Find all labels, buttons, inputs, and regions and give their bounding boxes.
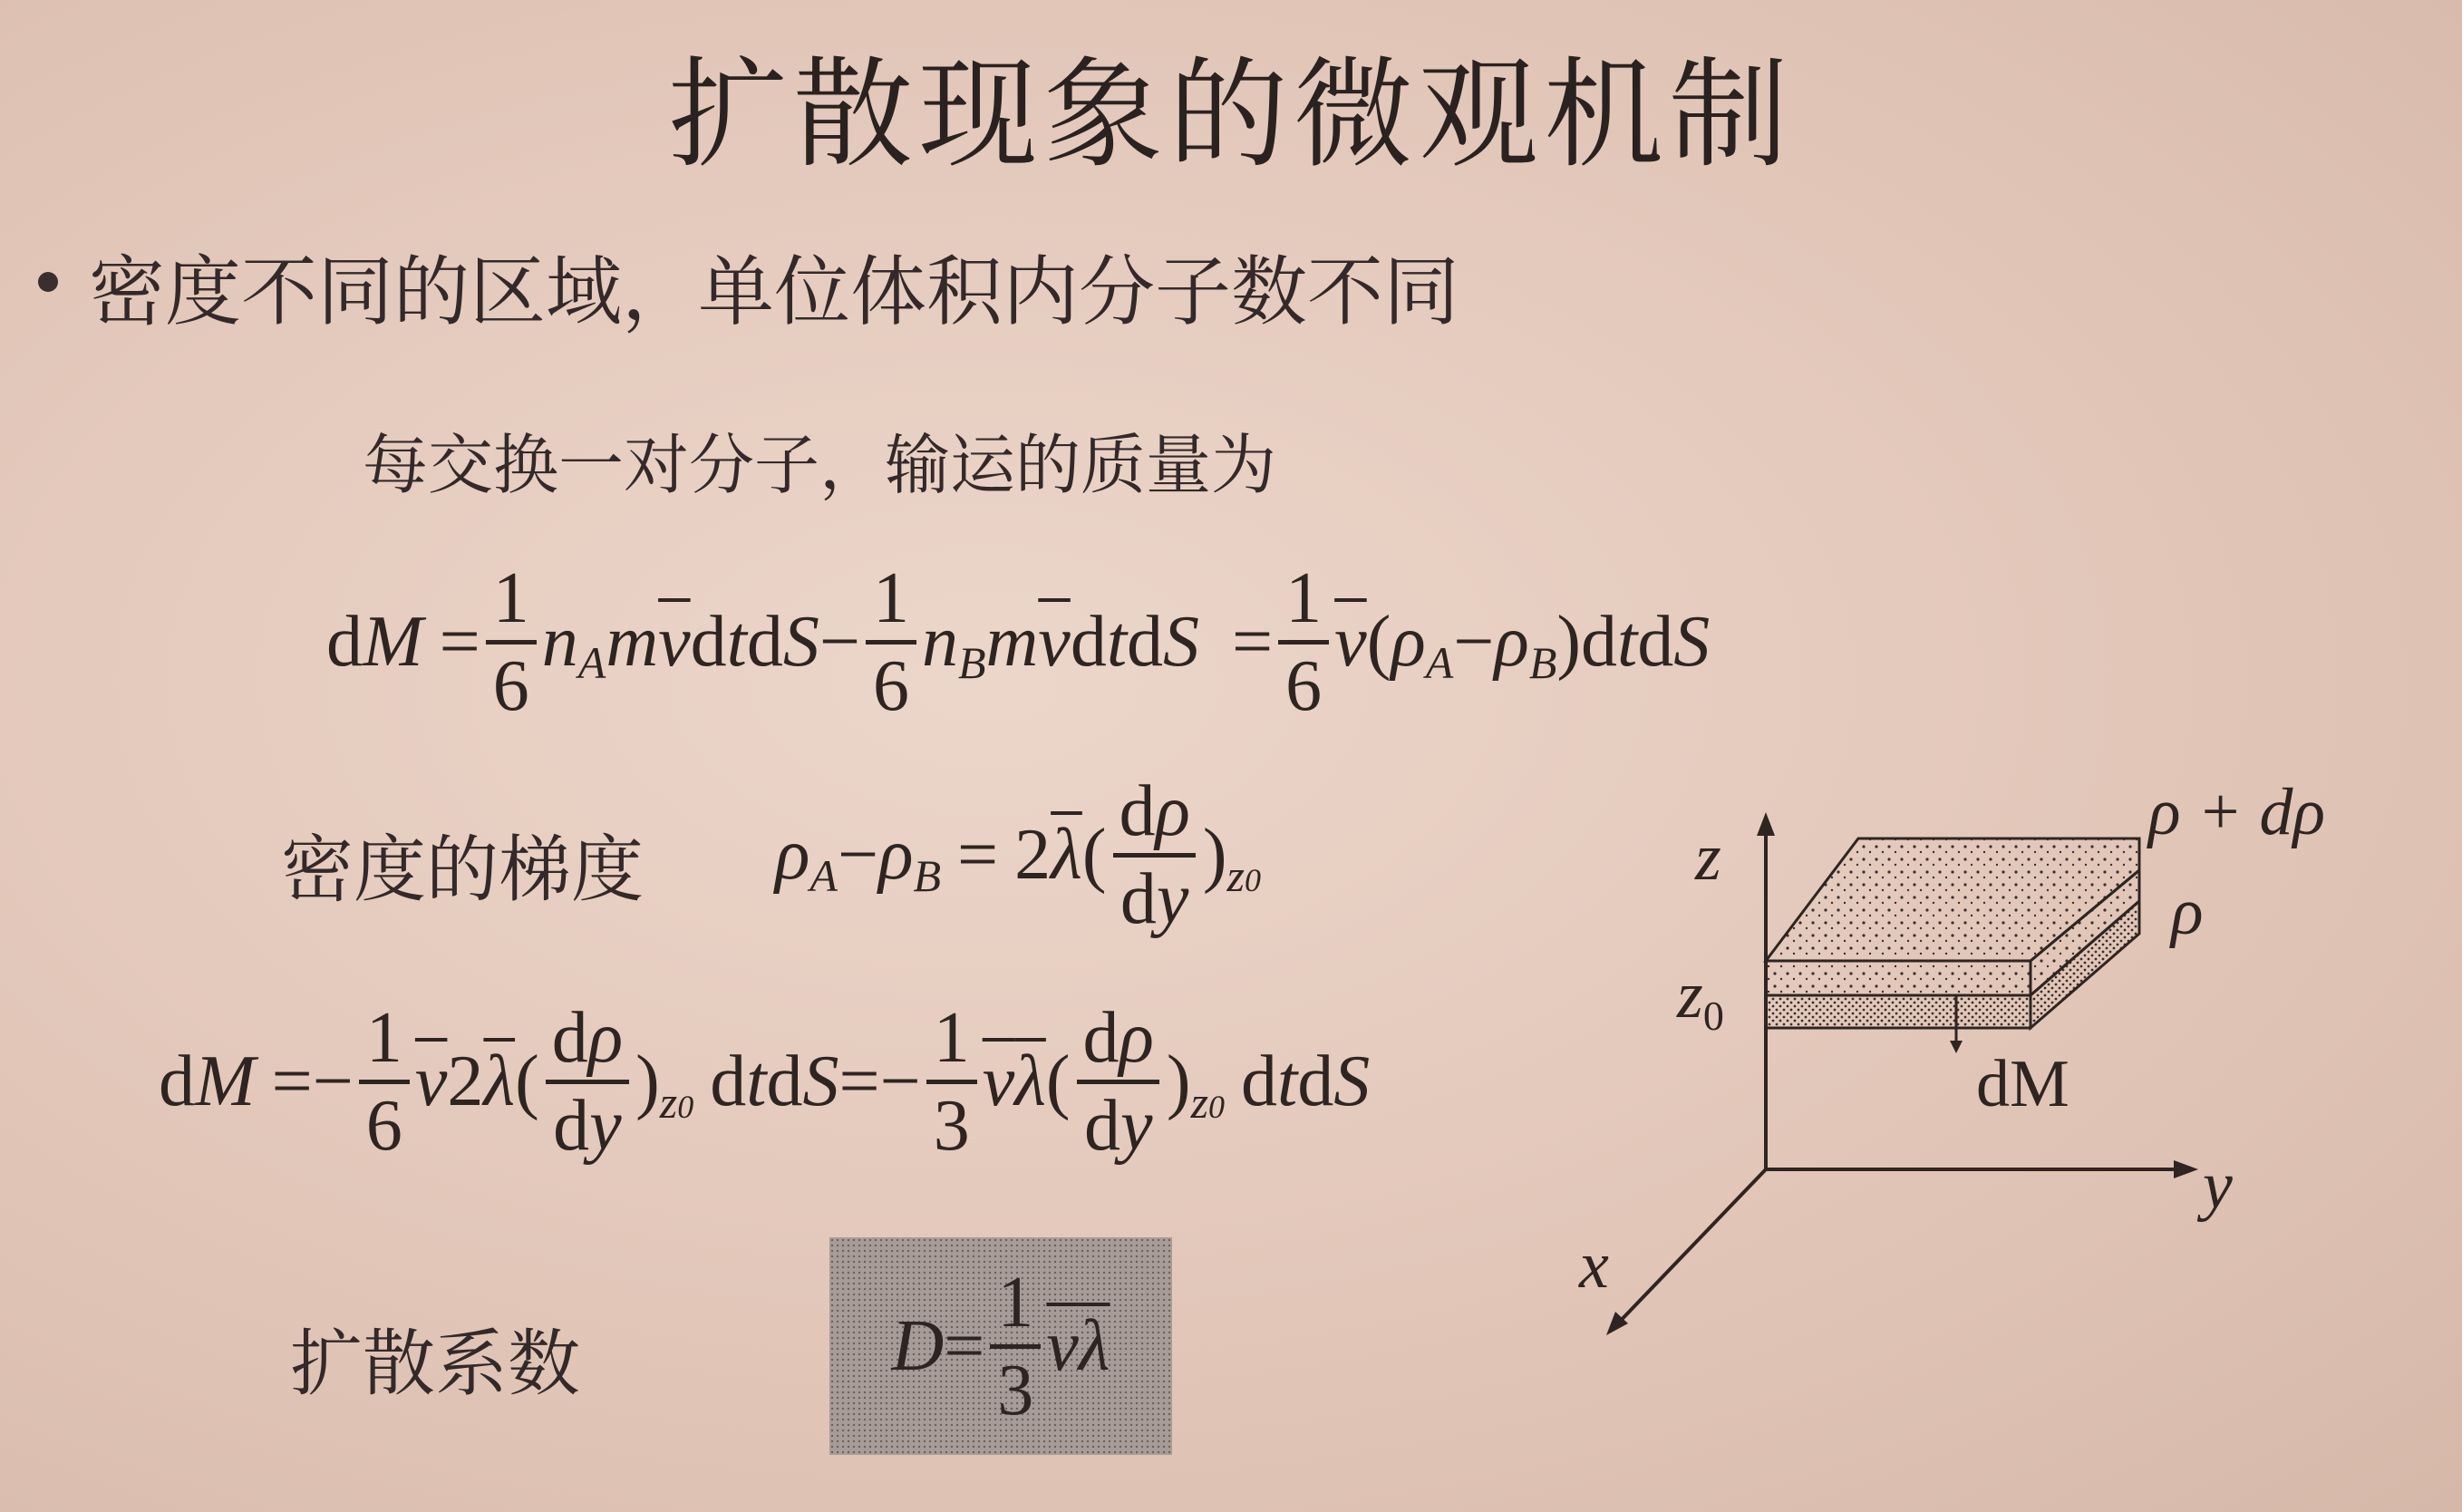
flux-label: dM [1976, 1047, 2069, 1121]
diffusion-coefficient-label: 扩散系数 [290, 1322, 580, 1406]
mass-flux-equation: d M = − $\frac{1}{6}$ $\overline{v}$ 2 $\overline{\lambda}$ ( $\frac{d\rho}{dy}$ ) z0 d t d S = − $\frac{1}{3}$ $\overline{v}$ $\overline{\lambda}$ ( $\frac{d\rho}{dy}$ ) z0 d t d S [159, 998, 1371, 1166]
y-arrow [2174, 1160, 2198, 1178]
slab-upper-front [1766, 961, 2031, 995]
diffusion-diagram [1568, 780, 2429, 1360]
slab-lower-front [1766, 995, 2031, 1028]
z0-label: z0 [1677, 958, 1724, 1039]
bullet-text: 密度不同的区域，单位体积内分子数不同 [89, 247, 1460, 336]
mass-transfer-equation: d M = $\frac{1}{6}$ n A m $\overline{v}$ d t d S − $\frac{1}{6}$ n B m $\overline{v}$ d t d S = $\frac{1}{6}$ $\overline{v}$ ( ρ A − ρ B ) d t d S [326, 558, 1711, 726]
axis-x-label: x [1579, 1228, 1609, 1303]
bullet-dot [38, 272, 58, 292]
diffusion-coefficient-box [829, 1237, 1172, 1455]
gradient-label: 密度的梯度 [281, 828, 644, 912]
density-gradient-equation: ρ A − ρ B = 2 $\overline{\lambda}$ ( $\frac{d\rho}{dy}$ ) z0 [775, 771, 1261, 939]
slide-title: 扩散现象的微观机制 [668, 45, 1794, 185]
diffusion-coefficient-formula: D = $\frac{1}{3}$ $\overline{v}$ $\overline{\lambda}$ [891, 1262, 1110, 1430]
axis-y-label: y [2203, 1149, 2233, 1223]
axis-z-label: z [1695, 820, 1721, 895]
z0-subscript: 0 [1702, 993, 1724, 1039]
flux-arrowhead [1950, 1041, 1963, 1053]
top-layer-density-label: ρ + dρ [2148, 780, 2325, 849]
x-axis [1614, 1169, 1766, 1328]
z-arrow [1757, 812, 1775, 836]
bottom-layer-density-label: ρ [2171, 875, 2204, 949]
exchange-text: 每交换一对分子，输运的质量为 [363, 427, 1277, 503]
